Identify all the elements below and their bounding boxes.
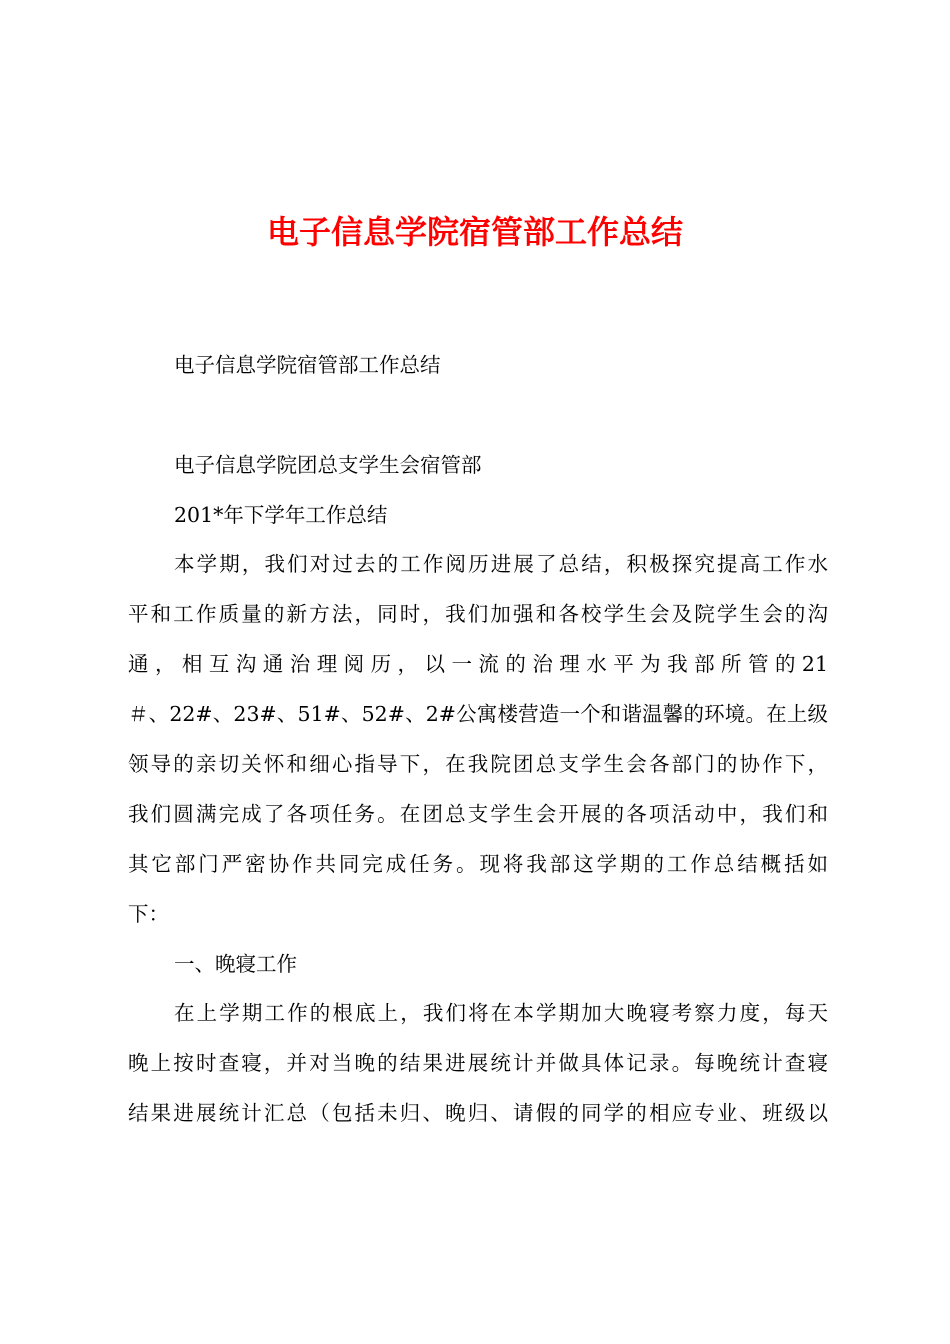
paragraph-line: 通，相互沟通治理阅历，以一流的治理水平为我部所管的21: [128, 652, 828, 676]
document-subtitle: 电子信息学院宿管部工作总结: [174, 353, 441, 377]
paragraph-line: 其它部门严密协作共同完成任务。现将我部这学期的工作总结概括如: [128, 852, 828, 876]
paragraph-line: 结果进展统计汇总（包括未归、晚归、请假的同学的相应专业、班级以: [128, 1101, 828, 1125]
paragraph-line: 平和工作质量的新方法，同时，我们加强和各校学生会及院学生会的沟: [128, 602, 828, 626]
paragraph-line: 在上学期工作的根底上，我们将在本学期加大晚寝考察力度，每天: [174, 1001, 828, 1025]
organization-line: 电子信息学院团总支学生会宿管部: [174, 453, 482, 477]
paragraph-line: 下：: [128, 902, 169, 926]
paragraph-line: 领导的亲切关怀和细心指导下，在我院团总支学生会各部门的协作下，: [128, 752, 828, 776]
paragraph-line: 本学期，我们对过去的工作阅历进展了总结，积极探究提高工作水: [174, 552, 828, 576]
section-heading: 一、晚寝工作: [174, 952, 297, 976]
period-line: 201*年下学年工作总结: [174, 503, 388, 527]
paragraph-line: ＃、22#、23#、51#、52#、2#公寓楼营造一个和谐温馨的环境。在上级: [128, 702, 828, 726]
paragraph-line: 我们圆满完成了各项任务。在团总支学生会开展的各项活动中，我们和: [128, 802, 828, 826]
paragraph-line: 晚上按时查寝，并对当晚的结果进展统计并做具体记录。每晚统计查寝: [128, 1051, 828, 1075]
document-title: 电子信息学院宿管部工作总结: [266, 213, 683, 251]
